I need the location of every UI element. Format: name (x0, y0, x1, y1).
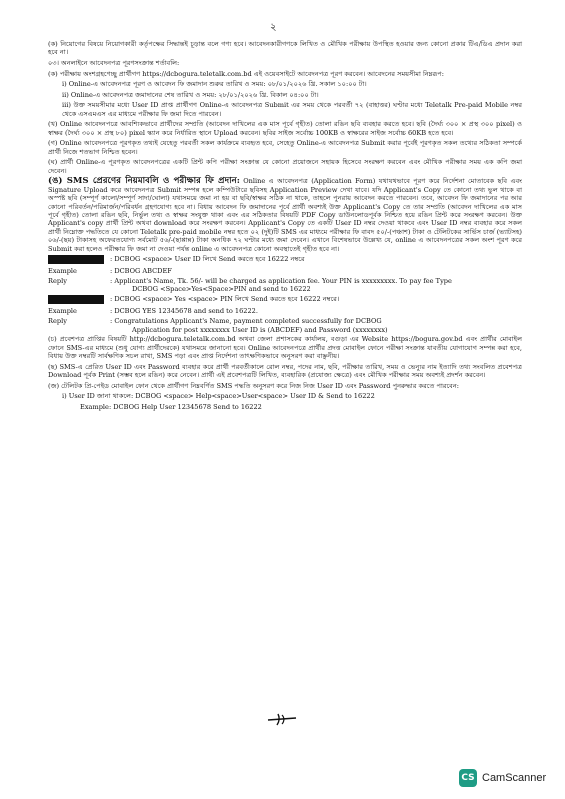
sms-step-1 (48, 255, 522, 265)
reply-1-continued: DCBOG <Space>Yes<Space>PIN and send to 16222 (132, 285, 311, 294)
sms-rules-text: Online এ আবেদনপত্র (Application Form) যথাযথভাবে পূরণ করে নির্দেশনা মোতাবেক ছবি এবং Signature Upload করে আবেদনপত্র Submit সম্পন্ন হলে কম্পিউটারে ছবিসহ Application Preview দেখা যাবে। যদি Applicant's Copy তে কোনো তথ্য ভুল থাকে বা অস্পষ্ট ছবি (সম্পূর্ণ কালো/সম্পূর্ণ সাদা/ঘোলা) যথাসময়ে জমা না হয় বা ছবি/স্বাক্ষর সঠিক না থাকে, তাহলে পুনরায় আবেদন করতে পারবেন। তবে, আবেদন ফি জমাদানের পর আর কোনো পরিবর্তন/পরিমার্জন/পরিবর্ধন গ্রহণযোগ্য হবে না। বিধায় আবেদন ফি জমাদানের পূর্বে প্রার্থী অবশ্যই উক্ত Applicant's Copy তে তার সম্প্রতি (আবেদন দাখিলের এক মাস পূর্বে গৃহীত) তোলা রঙিন ছবি, নির্ভুল তথ্য ও স্বাক্ষর সংযুক্ত থাকা এবং এর সঠিকতার বিষয়টি PDF Copy ডাউনলোডপূর্বক নিশ্চিত হয়ে রঙিন প্রিন্ট করে সংরক্ষণ করবেন। উক্ত Applicant's copy প্রার্থী প্রিন্ট অথবা download করে সংরক্ষণ করবেন। Applicant's Copy তে একটি User ID নম্বর দেওয়া থাকবে এবং User ID নম্বর ব্যবহার করে সকল প্রার্থী নিম্নোক্ত পদ্ধতিতে যে কোনো Teletalk pre-paid mobile নম্বর হতে ০২ (দুই)টি SMS এর মাধ্যমে পরীক্ষার ফি বাবদ ৫০/-(পঞ্চাশ) টাকা ও টেলিটকের সার্ভিস চার্জ (ভ্যাটসহ) ০৬/-(ছয়) টাকাসহ অফেরতযোগ্য সর্বমোট ৫৬/-(ছাপ্পান্ন) টাকা অনধিক ৭২ ঘণ্টার মধ্যে জমা দেবেন। এখানে বিশেষভাবে উল্লেখ্য যে, online এ আবেদনপত্রের সকল অংশ পূরণ করে Submit করা হলেও পরীক্ষার ফি জমা না দেওয়া পর্যন্ত online এ আবেদনপত্র কোনো অবস্থাতেই গৃহীত হবে না। (48, 177, 523, 253)
reply-2-continued: Application for post xxxxxxxx User ID is (ABCDEF) and Password (xxxxxxxx) (132, 325, 388, 334)
signature-mark (262, 712, 302, 726)
paragraph-cha: (চ) প্রবেশপত্র প্রাপ্তির বিষয়টি http://dcbogura.teletalk.com.bd অথবা জেলা প্রশাসকের কার্যালয়, বগুড়া এর Website https://bogura.gov.bd এবং প্রার্থীর মোবাইল ফোনে SMS-এর মাধ্যমে (শুধু যোগ্য প্রার্থীদেরকে) যথাসময়ে জানানো হবে। Online আবেদনপত্রে প্রার্থীর প্রদত্ত মোবাইল ফোনে পরীক্ষা সংক্রান্ত যাবতীয় যোগাযোগ সম্পন্ন করা হবে, বিধায় উক্ত নম্বরটি সার্বক্ষণিক সচল রাখা, SMS পড়া এবং প্রাপ্ত নির্দেশনা তাৎক্ষণিকভাবে অনুসরণ করা বাঞ্ছনীয়। (48, 335, 522, 361)
sms-step-2 (48, 295, 522, 305)
schedule-item-iii: iii) উক্ত সময়সীমার মধ্যে User ID প্রাপ্ত প্রার্থীগণ Online-এ আবেদনপত্র Submit এর সময় থেকে পরবর্তী ৭২ (বাহাত্তর) ঘণ্টার মধ্যে Teletalk Pre-paid Mobile নম্বর থেকে এসএমএস এর মাধ্যমে পরীক্ষার ফি জমা দিতে পারবেন। (62, 101, 522, 118)
schedule-item-i: i) Online-এ আবেদনপত্র পূরণ ও আবেদন ফি জমাদান শুরুর তারিখ ও সময়: ০৮/০১/২০২৬ খ্রি. সকাল ১০:০০ টা। (62, 80, 367, 89)
sms-reply-2 (48, 317, 522, 334)
sms-rules-heading: (ঙ) SMS প্রেরণের নিয়মাবলি ও পরীক্ষার ফি প্রদান: (48, 176, 240, 187)
paragraph-umo (48, 177, 522, 253)
recovery-item-i: i) User ID জানা থাকলে: DCBOG <space> Help<space>User<space> User ID & Send to 16222 (62, 392, 375, 401)
reply-label: Reply (48, 277, 67, 286)
sms-reply-1 (48, 277, 522, 294)
schedule-item-ii: ii) Online-এ আবেদনপত্র জমাদানের শেষ তারিখ ও সময়: ২৮/০১/২০২৬ খ্রি. বিকাল ০৪:০০ টা। (62, 90, 319, 99)
paragraph-ja: (জ) টেলিটক প্রি-পেইড মোবাইল ফোন থেকে প্রার্থীগণ নিম্নবর্ণিত SMS পদ্ধতি অনুসরণ করে নিজ নিজ User ID এবং Password পুনরুদ্ধার করতে পারবেন: (48, 381, 459, 390)
redaction-bar (48, 255, 104, 264)
example-2-text: : DCBOG YES 12345678 and send to 16222. (110, 307, 258, 316)
paragraph-gha: (ঘ) প্রার্থী Online-এ পূরণকৃত আবেদনপত্রের একটি প্রিন্ট কপি পরীক্ষা সংক্রান্ত যে কোনো প্রয়োজনে সহায়ক হিসেবে সংরক্ষণ করবেন এবং মৌখিক পরীক্ষার সময় এক কপি জমা দেবেন। (48, 158, 522, 175)
sms-example-2 (48, 307, 522, 315)
document-body (48, 40, 522, 414)
section-heading: ০৩। অনলাইনে আবেদনপত্র পূরণসংক্রান্ত শর্তাবলি: (48, 59, 180, 67)
sms-step-2-text: : DCBOG <space> Yes <space> PIN লিখে Send করতে হবে 16222 নম্বরে। (110, 295, 340, 304)
camscanner-watermark (459, 769, 546, 787)
redaction-bar (48, 295, 104, 304)
paragraph-ga: (গ) Online আবেদনপত্রে পূরণকৃত তথ্যই যেহেতু পরবর্তী সকল কার্যক্রমে ব্যবহৃত হবে, সেহেতু Online-এ আবেদনপত্র Submit করার পূর্বেই পূরণকৃত সকল তথ্যের সঠিকতা সম্পর্কে প্রার্থী নিজে শতভাগ নিশ্চিত হবেন। (48, 139, 522, 156)
page-number: ২ (270, 22, 277, 33)
paragraph-chha: (ছ) SMS-এ প্রেরিত User ID এবং Password ব্যবহার করে প্রার্থী পরবর্তীকালে রোল নম্বর, পদের নাম, ছবি, পরীক্ষার তারিখ, সময় ও ভেন্যুর নাম ইত্যাদি তথ্য সংবলিত প্রবেশপত্র Download পূর্বক Print (সম্ভব হলে রঙিন) করে নেবেন। প্রার্থী এই প্রবেশপত্রটি লিখিত, ব্যবহারিক (প্রযোজ্য ক্ষেত্রে) এবং মৌখিক পরীক্ষার সময় অবশ্যই প্রদর্শন করবেন। (48, 362, 522, 380)
camscanner-logo-icon: CS (459, 769, 477, 787)
reply-2-text: : Congratulations Applicant's Name, payment completed successfully for DCBOG (110, 317, 382, 326)
paragraph-kha: (খ) Online আবেদনপত্রে আবশ্যিকভাবে প্রার্থীদের সম্প্রতি (আবেদন দাখিলের এক মাস পূর্বে গৃহীত) তোলা রঙিন ছবি ব্যবহার করতে হবে। ছবি (দৈর্ঘ্য ৩০০ × প্রস্থ ৩০০ pixel) ও স্বাক্ষর (দৈর্ঘ্য ৩০০ × প্রস্থ ৮০) pixel স্ক্যান করে নির্ধারিত স্থানে Upload করবেন। ছবির সাইজ সর্বোচ্চ 100KB ও স্বাক্ষরের সাইজ সর্বোচ্চ 60KB হতে হবে। (48, 120, 522, 137)
paragraph-ka2: (ক) পরীক্ষায় অংশগ্রহণেচ্ছু প্রার্থীগণ https://dcbogura.teletalk.com.bd এই ওয়েবসাইটে আবেদনপত্র পূরণ করবেন। আবেদনের সময়সীমা নিম্নরূপ: (48, 69, 444, 78)
sms-step-1-text: : DCBOG <space> User ID লিখে Send করতে হবে 16222 নম্বরে (110, 255, 305, 264)
sms-example-1 (48, 267, 522, 275)
example-label: Example (48, 267, 77, 276)
recovery-example: Example: DCBOG Help User 12345678 Send to 16222 (80, 403, 262, 412)
camscanner-label: CamScanner (482, 772, 547, 784)
paragraph-ka: (ক) নিয়োগের বিষয়ে নিয়োগকারী কর্তৃপক্ষের সিদ্ধান্তই চূড়ান্ত বলে গণ্য হবে। আবেদনকারীগণকে লিখিত ও মৌখিক পরীক্ষায় উপস্থিত হওয়ার জন্য কোনো প্রকার টিএ/ডিএ প্রদান করা হবে না। (48, 40, 522, 57)
example-label: Example (48, 307, 77, 316)
reply-label: Reply (48, 317, 67, 326)
example-1-text: : DCBOG ABCDEF (110, 267, 172, 276)
reply-1-text: : Applicant's Name, Tk. 56/- will be charged as application fee. Your PIN is xxxxxxxxx. To pay fee Type (110, 277, 452, 286)
